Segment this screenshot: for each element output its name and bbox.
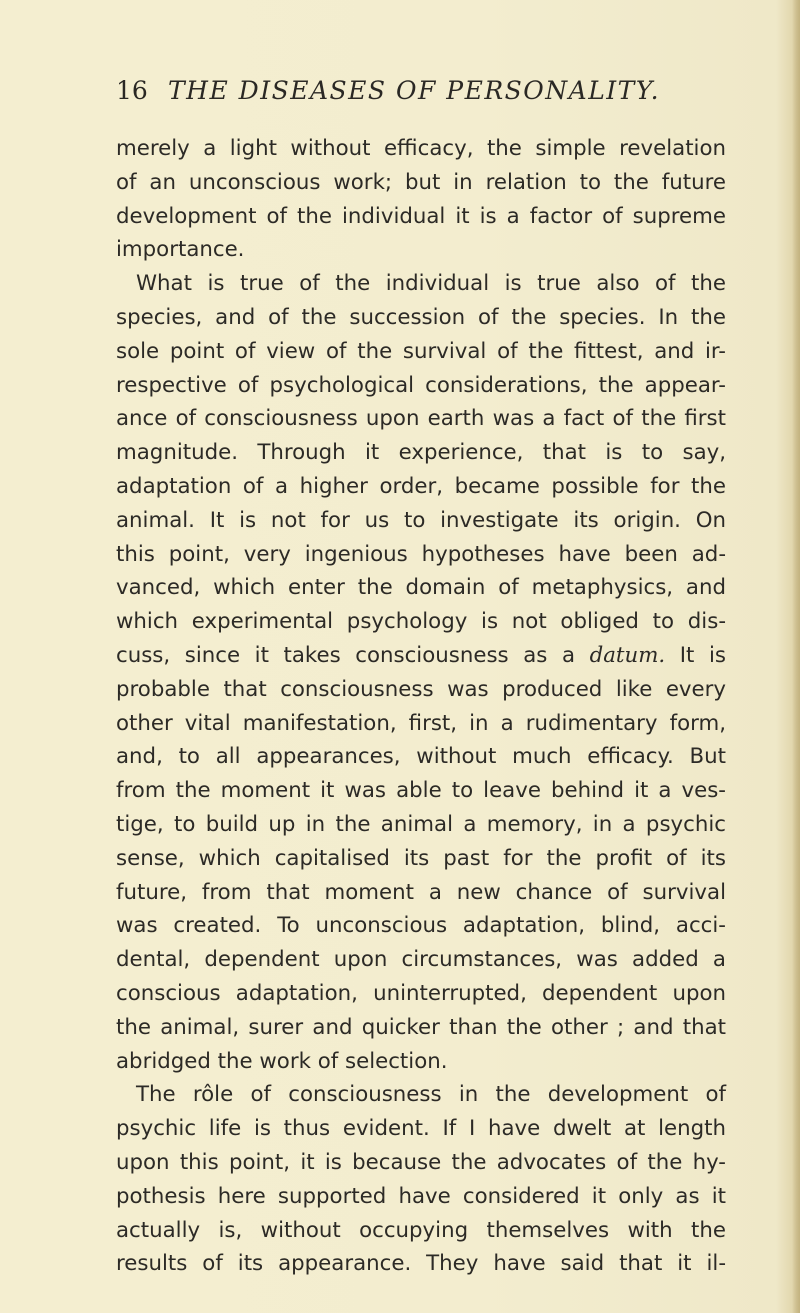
text-line: species, and of the succession of the species. In the bbox=[116, 304, 726, 330]
text-line: the animal, surer and quicker than the other ; and that bbox=[116, 1014, 726, 1040]
text-line: vanced, which enter the domain of metaphysics, and bbox=[116, 575, 726, 601]
text-line: psychic life is thus evident. If I have dwelt at length bbox=[116, 1116, 726, 1142]
text-line: sense, which capitalised its past for the profit of its bbox=[116, 845, 726, 871]
text-line: importance. bbox=[116, 237, 245, 263]
text-line: magnitude. Through it experience, that is to say, bbox=[116, 440, 726, 466]
paragraph-start-line: What is true of the individual is true also of the bbox=[136, 271, 726, 297]
text-line: actually is, without occupying themselves with the bbox=[116, 1217, 726, 1243]
italic-word-datum: datum. bbox=[589, 642, 666, 668]
text-line: and, to all appearances, without much efficacy. But bbox=[116, 744, 726, 770]
text-line: pothesis here supported have considered it only as it bbox=[116, 1183, 726, 1209]
paragraph-start-line: The rôle of consciousness in the development of bbox=[136, 1082, 726, 1108]
body-text bbox=[116, 132, 726, 1281]
text-line: this point, very ingenious hypotheses have been ad- bbox=[116, 541, 726, 567]
text-line: upon this point, it is because the advocates of the hy- bbox=[116, 1149, 726, 1175]
page-header bbox=[116, 76, 736, 116]
text-segment: cuss, since it takes consciousness as a bbox=[116, 642, 575, 668]
text-line: tige, to build up in the animal a memory, in a psychic bbox=[116, 811, 726, 837]
text-line: from the moment it was able to leave behind it a ves- bbox=[116, 778, 726, 804]
text-line: sole point of view of the survival of the fittest, and ir- bbox=[116, 338, 726, 364]
page-number: 16 bbox=[116, 76, 148, 105]
text-line: development of the individual it is a factor of supreme bbox=[116, 203, 726, 229]
text-line: animal. It is not for us to investigate its origin. On bbox=[116, 507, 726, 533]
text-line: other vital manifestation, first, in a rudimentary form, bbox=[116, 710, 726, 736]
text-line: abridged the work of selection. bbox=[116, 1048, 448, 1074]
page-edge-shadow bbox=[792, 0, 800, 1313]
text-line: respective of psychological considerations, the appear- bbox=[116, 372, 726, 398]
text-line: of an unconscious work; but in relation to the future bbox=[116, 169, 726, 195]
running-title: THE DISEASES OF PERSONALITY. bbox=[168, 76, 661, 105]
text-line-with-italic bbox=[116, 639, 726, 673]
text-segment: It is bbox=[679, 642, 726, 668]
text-line: ance of consciousness upon earth was a fact of the first bbox=[116, 406, 726, 432]
text-line: dental, dependent upon circumstances, was added a bbox=[116, 947, 726, 973]
text-line: which experimental psychology is not obliged to dis- bbox=[116, 609, 726, 635]
text-line: results of its appearance. They have said that it il- bbox=[116, 1251, 726, 1277]
text-line: conscious adaptation, uninterrupted, dependent upon bbox=[116, 980, 726, 1006]
text-line: future, from that moment a new chance of survival bbox=[116, 879, 726, 905]
text-line: merely a light without efficacy, the simple revelation bbox=[116, 136, 726, 161]
text-line: was created. To unconscious adaptation, blind, acci- bbox=[116, 913, 726, 939]
text-line: probable that consciousness was produced like every bbox=[116, 676, 726, 702]
text-line: adaptation of a higher order, became possible for the bbox=[116, 473, 726, 499]
